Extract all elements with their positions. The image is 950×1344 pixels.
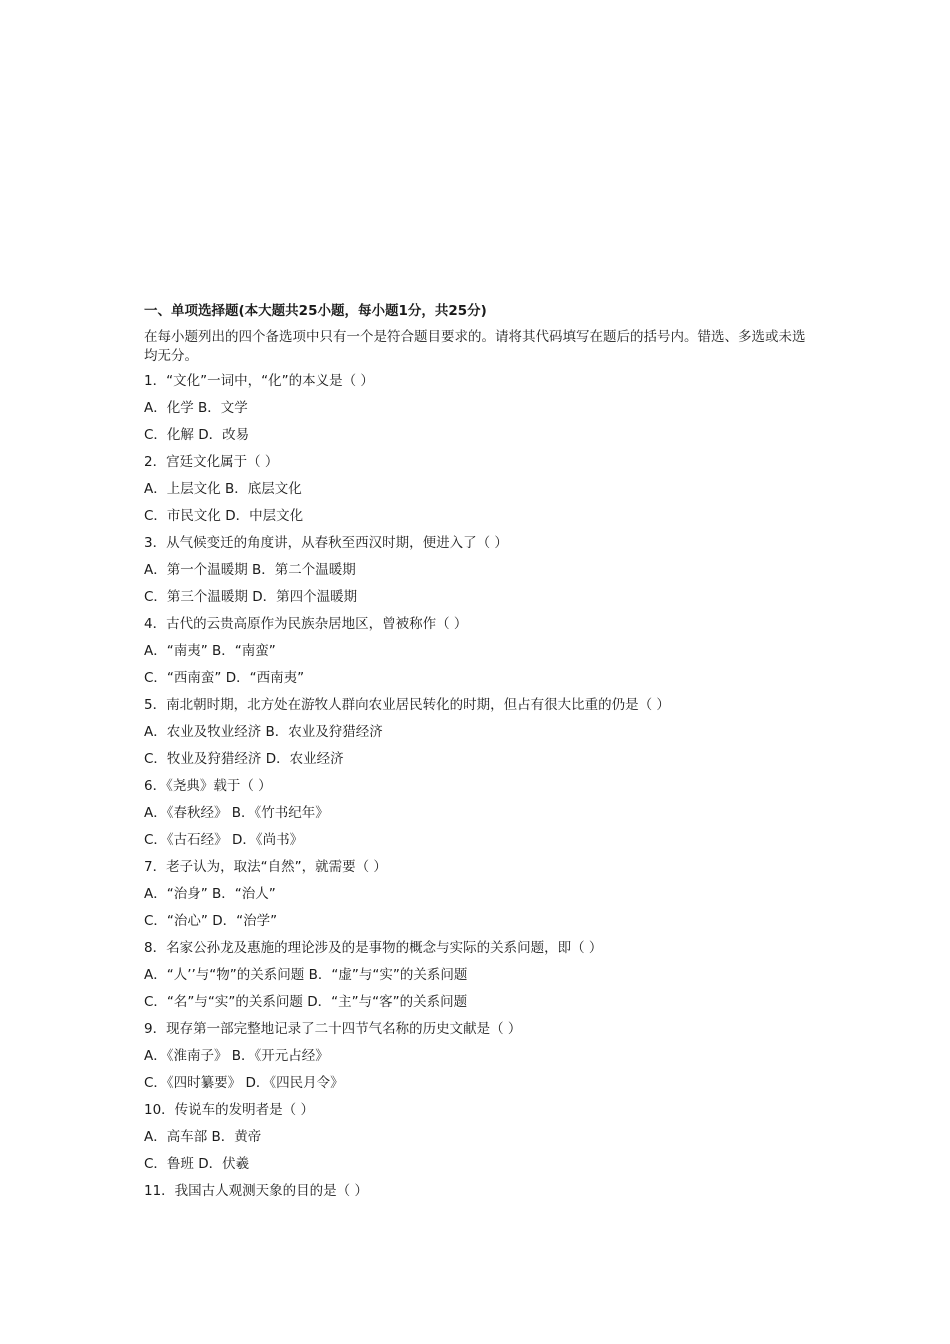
question-stem: 10．传说车的发明者是（ ）	[144, 1102, 314, 1118]
answer-options: A．《淮南子》 B．《开元占经》	[144, 1048, 329, 1064]
question-stem: 8．名家公孙龙及惠施的理论涉及的是事物的概念与实际的关系问题，即（ ）	[144, 940, 603, 956]
answer-options: C．第三个温暖期 D．第四个温暖期	[144, 589, 358, 605]
question-stem: 9．现存第一部完整地记录了二十四节气名称的历史文献是（ ）	[144, 1021, 522, 1037]
section-instructions: 在每小题列出的四个备选项中只有一个是符合题目要求的。请将其代码填写在题后的括号内。错选、多选或未选均无分。	[144, 329, 806, 364]
question-stem: 1．“文化”一词中，“化”的本义是（ ）	[144, 373, 374, 389]
question-stem: 7．老子认为，取法“自然”，就需要（ ）	[144, 859, 387, 875]
answer-options: A．化学 B．文学	[144, 400, 248, 416]
answer-options: C．《古石经》 D．《尚书》	[144, 832, 304, 848]
answer-options: C．“西南蛮” D．“西南夷”	[144, 670, 305, 686]
answer-options: C．牧业及狩猎经济 D．农业经济	[144, 751, 344, 767]
answer-options: A．第一个温暖期 B．第二个温暖期	[144, 562, 356, 578]
answer-options: A．“南夷” B．“南蛮”	[144, 643, 276, 659]
question-list	[144, 368, 814, 1205]
answer-options: C．化解 D．改易	[144, 427, 250, 443]
question-stem: 2．宫廷文化属于（ ）	[144, 454, 279, 470]
answer-options: C．“名”与“实”的关系问题 D．“主”与“客”的关系问题	[144, 994, 468, 1010]
answer-options: C．“治心” D．“治学”	[144, 913, 278, 929]
section-title: 一、单项选择题(本大题共25小题，每小题1分，共25分)	[144, 303, 487, 319]
question-stem: 3．从气候变迁的角度讲，从春秋至西汉时期，便进入了（ ）	[144, 535, 508, 551]
question-stem: 11．我国古人观测天象的目的是（ ）	[144, 1183, 368, 1199]
answer-options: A．“治身” B．“治人”	[144, 886, 276, 902]
question-stem: 4．古代的云贵高原作为民族杂居地区，曾被称作（ ）	[144, 616, 468, 632]
exam-section	[144, 298, 814, 1205]
answer-options: C．鲁班 D．伏羲	[144, 1156, 250, 1172]
answer-options: C．《四时纂要》 D．《四民月令》	[144, 1075, 344, 1091]
answer-options: A．《春秋经》 B．《竹书纪年》	[144, 805, 329, 821]
question-stem: 6．《尧典》载于（ ）	[144, 778, 272, 794]
question-stem: 5．南北朝时期，北方处在游牧人群向农业居民转化的时期，但占有很大比重的仍是（ ）	[144, 697, 670, 713]
answer-options: A．上层文化 B．底层文化	[144, 481, 302, 497]
answer-options: A．高车部 B．黄帝	[144, 1129, 262, 1145]
answer-options: A．农业及牧业经济 B．农业及狩猎经济	[144, 724, 383, 740]
answer-options: A．“人’’与“物”的关系问题 B．“虚”与“实”的关系问题	[144, 967, 468, 983]
answer-options: C．市民文化 D．中层文化	[144, 508, 304, 524]
